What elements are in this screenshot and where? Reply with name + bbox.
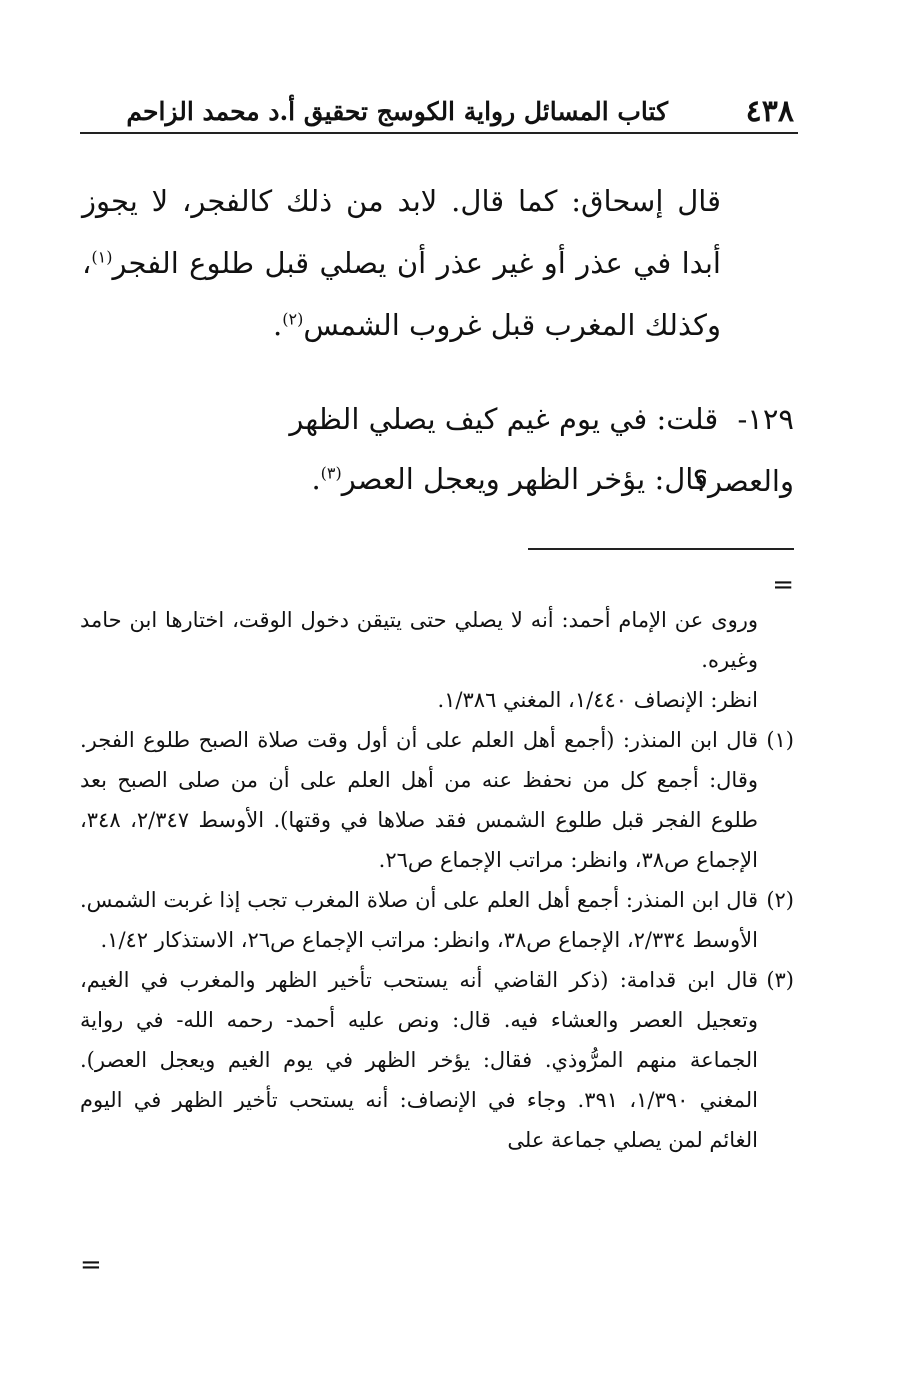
footnote-ref-3: (٣) <box>320 463 342 483</box>
main-paragraph <box>82 170 721 356</box>
continuation-mark-bottom: = <box>80 1250 102 1280</box>
footnote-ref-2: (٢) <box>282 309 304 329</box>
main-paragraph-text: قال إسحاق: كما قال. لابد من ذلك كالفجر، لا يجوز أبدا في عذر أو غير عذر أن يصلي قبل طلوع الفجر <box>82 184 721 280</box>
answer-text: قال: يؤخر الظهر ويعجل العصر <box>341 462 708 496</box>
question-text: قلت: في يوم غيم كيف يصلي الظهر والعصر؟ <box>289 402 794 498</box>
footnote-carry-over <box>80 600 794 680</box>
footnote-carry-over-ref-text: انظر: الإنصاف ١/٤٤٠، المغني ١/٣٨٦. <box>437 688 758 712</box>
page-number: ٤٣٨ <box>745 94 794 129</box>
main-paragraph-end: . <box>273 308 283 342</box>
footnote-3 <box>80 960 794 1160</box>
answer-end: . <box>311 462 321 496</box>
footnote-carry-over-text: وروى عن الإمام أحمد: أنه لا يصلي حتى يتيقن دخول الوقت، اختارها ابن حامد وغيره. <box>80 608 758 672</box>
footnote-number: (١) <box>766 728 794 752</box>
footnote-1 <box>80 720 794 880</box>
footnote-text: قال ابن قدامة: (ذكر القاضي أنه يستحب تأخير الظهر والمغرب في الغيم، وتعجيل العصر والعشاء فيه. قال: ونص عليه أحمد- رحمه الله- في رواية الجماعة منهم المرُّوذي. فقال: يؤخر الظهر في يوم الغيم ويعجل العصر). المغني ١/٣٩٠، ٣٩١. وجاء في الإنصاف: أنه يستحب تأخير الظهر في اليوم الغائم لمن يصلي جماعة على <box>80 968 758 1152</box>
footnote-ref-1: (١) <box>91 247 113 267</box>
footnote-carry-over-ref <box>80 680 794 720</box>
footnote-text: قال ابن المنذر: (أجمع أهل العلم على أن أول وقت صلاة الصبح طلوع الفجر. وقال: أجمع كل من نحفظ عنه من أهل العلم على أن من صلى الصبح بعد طلوع الفجر قبل طلوع الشمس فقد صلاها في وقتها). الأوسط ٢/٣٤٧، ٣٤٨، الإجماع ص٣٨، وانظر: مراتب الإجماع ص٢٦. <box>80 728 758 872</box>
main-paragraph-text-2: ، وكذلك المغرب قبل غروب الشمس <box>82 246 721 342</box>
footnote-number: (٢) <box>766 888 794 912</box>
footnote-separator <box>528 548 794 550</box>
running-title: كتاب المسائل رواية الكوسج تحقيق أ.د محمد الزاحم <box>126 97 668 126</box>
footnote-text: قال ابن المنذر: أجمع أهل العلم على أن صلاة المغرب تجب إذا غربت الشمس. الأوسط ٢/٣٣٤، الإجماع ص٣٨، وانظر: مراتب الإجماع ص٢٦، الاستذكار ١/٤٢. <box>80 888 758 952</box>
page-header <box>80 92 798 134</box>
footnotes <box>80 600 794 1160</box>
footnote-number: (٣) <box>766 968 794 992</box>
footnote-2 <box>80 880 794 960</box>
question-number: ١٢٩- <box>737 402 794 436</box>
continuation-mark-top: = <box>772 570 794 600</box>
answer <box>200 448 708 510</box>
